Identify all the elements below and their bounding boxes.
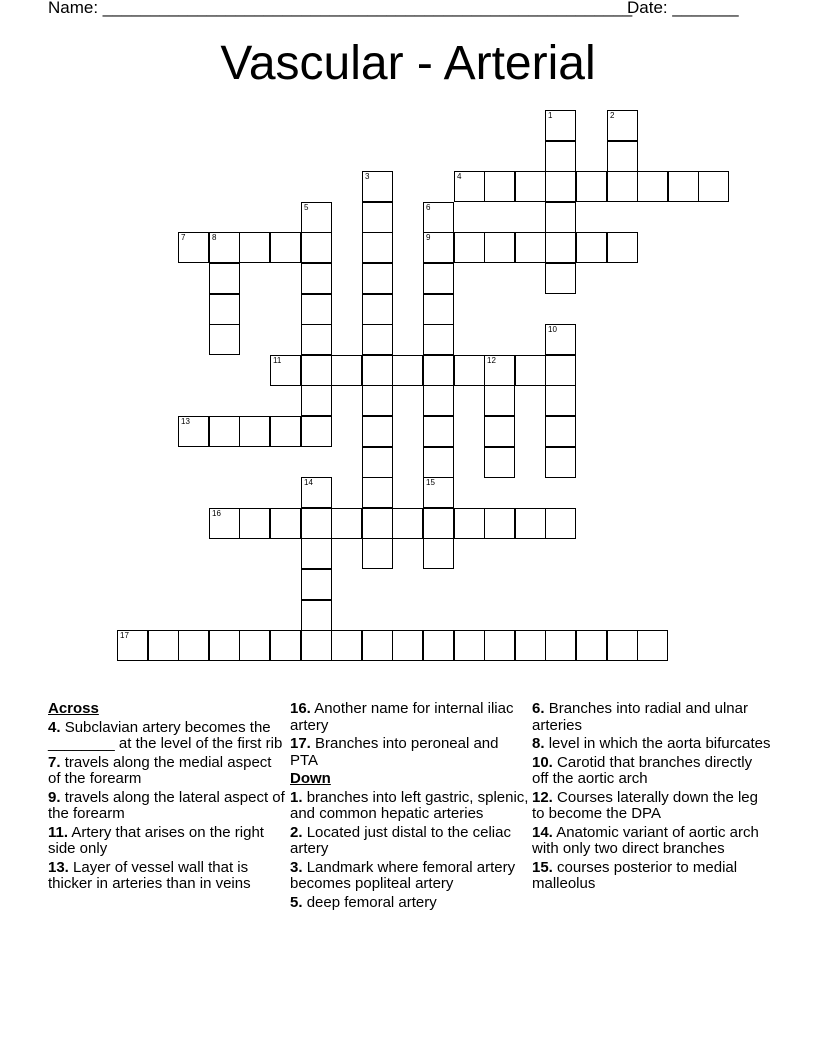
grid-cell[interactable]	[301, 294, 332, 325]
grid-cell[interactable]	[607, 232, 638, 263]
grid-cell[interactable]	[607, 630, 638, 661]
grid-cell[interactable]	[239, 416, 270, 447]
grid-cell[interactable]	[362, 477, 393, 508]
grid-cell[interactable]	[576, 630, 607, 661]
grid-cell[interactable]	[270, 630, 301, 661]
clue-across-17: 17. Branches into peroneal and PTA	[290, 735, 499, 769]
grid-cell[interactable]	[484, 385, 515, 416]
grid-cell[interactable]	[607, 141, 638, 172]
grid-cell[interactable]	[209, 232, 240, 263]
clue-across-11: 11. Artery that arises on the right side only	[48, 823, 264, 857]
clue-number: 5	[304, 203, 309, 212]
clue-down-5: 5. deep femoral artery	[290, 893, 437, 911]
grid-cell[interactable]	[545, 110, 576, 141]
clue-across-4: 4. Subclavian artery becomes the ________ at the level of the first rib	[48, 718, 283, 752]
grid-cell[interactable]	[392, 508, 423, 539]
grid-cell[interactable]	[545, 355, 576, 386]
grid-cell[interactable]	[209, 508, 240, 539]
grid-cell[interactable]	[607, 110, 638, 141]
clue-number: 15	[426, 478, 435, 487]
grid-cell[interactable]	[423, 355, 454, 386]
grid-cell[interactable]	[423, 447, 454, 478]
grid-cell[interactable]	[423, 538, 454, 569]
clue-down-3: 3. Landmark where femoral artery becomes popliteal artery	[290, 858, 516, 892]
grid-cell[interactable]	[239, 630, 270, 661]
grid-cell[interactable]	[301, 263, 332, 294]
clue-column-3	[532, 701, 772, 895]
clue-number: 7	[181, 233, 186, 242]
grid-cell[interactable]	[545, 263, 576, 294]
grid-cell[interactable]	[301, 538, 332, 569]
grid-cell[interactable]	[698, 171, 729, 202]
grid-cell[interactable]	[301, 324, 332, 355]
grid-cell[interactable]	[423, 202, 454, 233]
date-field[interactable]: Date: _______	[627, 0, 739, 17]
grid-cell[interactable]	[392, 630, 423, 661]
grid-cell[interactable]	[423, 324, 454, 355]
clue-number: 3	[365, 172, 370, 181]
grid-cell[interactable]	[362, 232, 393, 263]
clue-across-13: 13. Layer of vessel wall that is thicker in arteries than in veins	[48, 858, 251, 892]
grid-cell[interactable]	[454, 232, 485, 263]
grid-cell[interactable]	[362, 355, 393, 386]
grid-cell[interactable]	[484, 447, 515, 478]
across-heading: Across	[48, 700, 99, 717]
grid-cell[interactable]	[545, 508, 576, 539]
grid-cell[interactable]	[545, 630, 576, 661]
grid-cell[interactable]	[423, 630, 454, 661]
grid-cell[interactable]	[331, 630, 362, 661]
clue-down-15: 15. courses posterior to medial malleolus	[532, 858, 738, 892]
clue-down-2: 2. Located just distal to the celiac artery	[290, 823, 511, 857]
grid-cell[interactable]	[545, 385, 576, 416]
clue-down-1: 1. branches into left gastric, splenic, and common hepatic arteries	[290, 788, 529, 822]
clue-down-10: 10. Carotid that branches directly off the aortic arch	[532, 753, 753, 787]
grid-cell[interactable]	[270, 232, 301, 263]
grid-cell[interactable]	[331, 508, 362, 539]
grid-cell[interactable]	[301, 569, 332, 600]
grid-cell[interactable]	[148, 630, 179, 661]
grid-cell[interactable]	[545, 232, 576, 263]
grid-cell[interactable]	[423, 508, 454, 539]
clue-number: 16	[212, 509, 221, 518]
grid-cell[interactable]	[301, 355, 332, 386]
grid-cell[interactable]	[301, 202, 332, 233]
clue-across-16: 16. Another name for internal iliac artery	[290, 700, 514, 734]
grid-cell[interactable]	[454, 508, 485, 539]
grid-cell[interactable]	[362, 171, 393, 202]
grid-cell[interactable]	[484, 355, 515, 386]
grid-cell[interactable]	[576, 232, 607, 263]
clue-number: 14	[304, 478, 313, 487]
grid-cell[interactable]	[270, 416, 301, 447]
clue-number: 8	[212, 233, 217, 242]
grid-cell[interactable]	[515, 508, 546, 539]
grid-cell[interactable]	[423, 477, 454, 508]
grid-cell[interactable]	[178, 630, 209, 661]
grid-cell[interactable]	[301, 385, 332, 416]
clue-number: 4	[457, 172, 462, 181]
clue-across-9: 9. travels along the lateral aspect of the forearm	[48, 788, 285, 822]
grid-cell[interactable]	[362, 202, 393, 233]
grid-cell[interactable]	[209, 324, 240, 355]
grid-cell[interactable]	[637, 630, 668, 661]
grid-cell[interactable]	[362, 630, 393, 661]
grid-cell[interactable]	[362, 508, 393, 539]
down-heading: Down	[290, 770, 331, 787]
grid-cell[interactable]	[484, 171, 515, 202]
grid-cell[interactable]	[423, 294, 454, 325]
grid-cell[interactable]	[331, 355, 362, 386]
grid-cell[interactable]	[515, 171, 546, 202]
grid-cell[interactable]	[239, 232, 270, 263]
grid-cell[interactable]	[239, 508, 270, 539]
puzzle-title: Vascular - Arterial	[220, 37, 596, 90]
clue-down-8: 8. level in which the aorta bifurcates	[532, 735, 771, 752]
clue-number: 13	[181, 417, 190, 426]
grid-cell[interactable]	[484, 232, 515, 263]
grid-cell[interactable]	[209, 294, 240, 325]
grid-cell[interactable]	[301, 477, 332, 508]
grid-cell[interactable]	[545, 202, 576, 233]
grid-cell[interactable]	[362, 324, 393, 355]
grid-cell[interactable]	[515, 232, 546, 263]
clue-down-6: 6. Branches into radial and ulnar arteries	[532, 700, 748, 734]
grid-cell[interactable]	[484, 416, 515, 447]
clue-across-7: 7. travels along the medial aspect of the forearm	[48, 753, 272, 787]
grid-cell[interactable]	[515, 630, 546, 661]
grid-cell[interactable]	[362, 538, 393, 569]
clue-number: 2	[610, 111, 615, 120]
clue-number: 17	[120, 631, 129, 640]
grid-cell[interactable]	[178, 232, 209, 263]
clue-number: 9	[426, 233, 431, 242]
grid-cell[interactable]	[637, 171, 668, 202]
clue-down-14: 14. Anatomic variant of aortic arch with only two direct branches	[532, 823, 759, 857]
grid-cell[interactable]	[545, 171, 576, 202]
clue-number: 1	[548, 111, 553, 120]
grid-cell[interactable]	[209, 416, 240, 447]
grid-cell[interactable]	[392, 355, 423, 386]
clue-down-12: 12. Courses laterally down the leg to become the DPA	[532, 788, 758, 822]
grid-cell[interactable]	[668, 171, 699, 202]
grid-cell[interactable]	[301, 600, 332, 631]
grid-cell[interactable]	[178, 416, 209, 447]
grid-cell[interactable]	[607, 171, 638, 202]
clue-number: 6	[426, 203, 431, 212]
clue-column-2	[290, 701, 530, 913]
grid-cell[interactable]	[362, 294, 393, 325]
grid-cell[interactable]	[423, 232, 454, 263]
grid-cell[interactable]	[454, 630, 485, 661]
grid-cell[interactable]	[484, 630, 515, 661]
grid-cell[interactable]	[423, 416, 454, 447]
grid-cell[interactable]	[301, 232, 332, 263]
grid-cell[interactable]	[270, 508, 301, 539]
grid-cell[interactable]	[545, 324, 576, 355]
grid-cell[interactable]	[362, 416, 393, 447]
grid-cell[interactable]	[117, 630, 148, 661]
name-field[interactable]: Name: ________________________________________________________	[48, 0, 633, 17]
grid-cell[interactable]	[423, 385, 454, 416]
grid-cell[interactable]	[423, 263, 454, 294]
grid-cell[interactable]	[270, 355, 301, 386]
clue-number: 10	[548, 325, 557, 334]
grid-cell[interactable]	[454, 171, 485, 202]
grid-cell[interactable]	[362, 263, 393, 294]
grid-cell[interactable]	[545, 447, 576, 478]
grid-cell[interactable]	[454, 355, 485, 386]
clue-column-1	[48, 701, 288, 895]
grid-cell[interactable]	[362, 385, 393, 416]
grid-cell[interactable]	[209, 263, 240, 294]
grid-cell[interactable]	[576, 171, 607, 202]
grid-cell[interactable]	[362, 447, 393, 478]
clue-number: 12	[487, 356, 496, 365]
grid-cell[interactable]	[484, 508, 515, 539]
grid-cell[interactable]	[301, 630, 332, 661]
grid-cell[interactable]	[301, 508, 332, 539]
grid-cell[interactable]	[545, 141, 576, 172]
clue-number: 11	[273, 356, 282, 365]
grid-cell[interactable]	[209, 630, 240, 661]
grid-cell[interactable]	[301, 416, 332, 447]
grid-cell[interactable]	[545, 416, 576, 447]
grid-cell[interactable]	[515, 355, 546, 386]
